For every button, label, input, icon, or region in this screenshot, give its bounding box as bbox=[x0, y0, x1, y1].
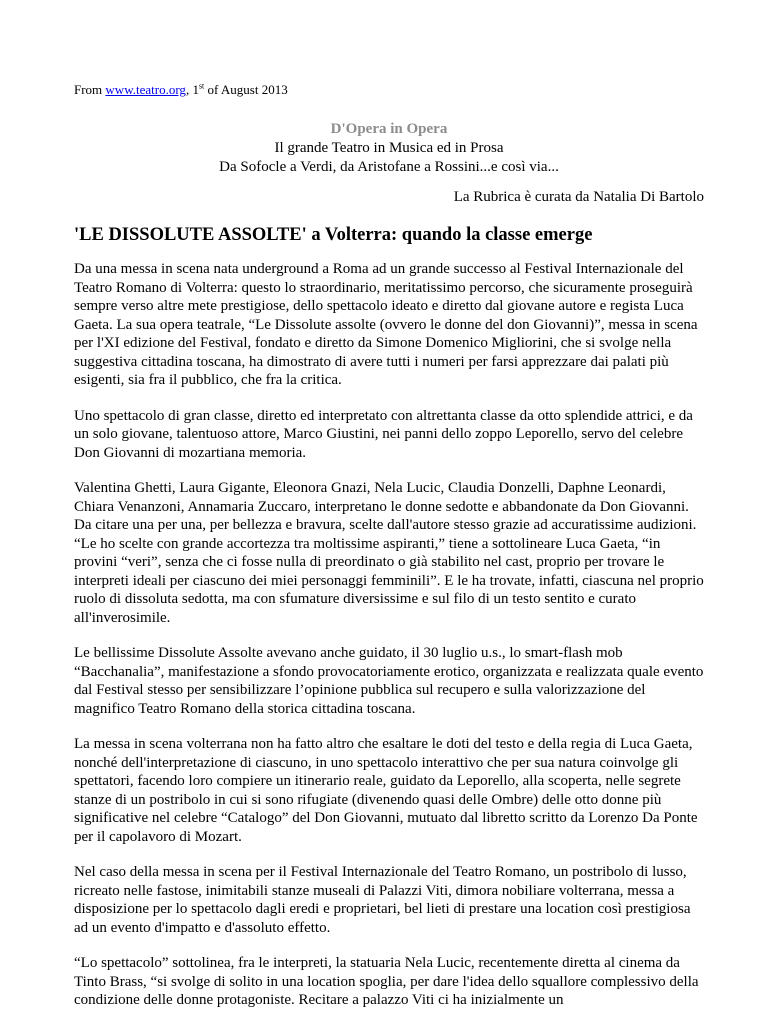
article-paragraph: Uno spettacolo di gran classe, diretto ed interpretato con altrettanta classe da otto splendide attrici, e da un solo giovane, talentuoso attore, Marco Giustini, nei panni dello zoppo Leporello, servo del celebre Don Giovanni di mozartiana memoria. bbox=[74, 407, 693, 461]
rubric-subtitle-2: Da Sofocle a Verdi, da Aristofane a Rossini...e così via... bbox=[219, 159, 559, 175]
article-paragraph: Da una messa in scena nata underground a Roma ad un grande successo al Festival Internazionale del Teatro Romano di Volterra: questo lo straordinario, meritatissimo percorso, che sicuramente proseguirà sempre verso altre mete prestigiose, dello spettacolo ideato e diretto dal giovane autore e regista Luca Gaeta. La sua opera teatrale, “Le Dissolute assolte (ovvero le donne del don Giovanni)”, messa in scena per l'XI edizione del Festival, fondato e diretto da Simone Domenico Migliorini, che si svolge nella suggestiva cittadina toscana, ha dimostrato di avere tutti i numeri per farsi apprezzare dai palati più esigenti, sia fra il pubblico, che fra la critica. bbox=[74, 261, 698, 388]
source-date-suffix: of August 2013 bbox=[204, 82, 288, 97]
article-paragraph: “Lo spettacolo” sottolinea, fra le interpreti, la statuaria Nela Lucic, recentemente diretta al cinema da Tinto Brass, “si svolge di solito in una location spoglia, per dare l'idea dello squallore complessivo della condizione delle donne protagoniste. Recitare a palazzo Viti ci ha inizialmente un bbox=[74, 955, 699, 1008]
source-date-middle: , 1 bbox=[185, 82, 199, 97]
article-paragraph: Valentina Ghetti, Laura Gigante, Eleonora Gnazi, Nela Lucic, Claudia Donzelli, Daphne Leonardi, Chiara Venanzoni, Annamaria Zuccaro, interpretano le donne sedotte e abbandonate da Don Giovanni. Da citare una per una, per bellezza e bravura, scelte dall'autore stesso grazie ad accuratissime audizioni. “Le ho scelte con grande accortezza tra moltissime aspiranti,” tiene a sottolineare Luca Gaeta, “in provini “veri”, senza che ci fosse nulla di preordinato o già stabilito nel cast, proprio per trovare le interpreti ideali per ciascuno dei miei personaggi femminili”. E le ha trovate, infatti, ciascuna nel proprio ruolo di dissoluta sedotta, ma con sfumature diversissime e sul filo di un testo sentito e curato all'inverosimile. bbox=[74, 480, 704, 626]
article-body bbox=[74, 260, 704, 1010]
article-title: 'LE DISSOLUTE ASSOLTE' a Volterra: quando la classe emerge bbox=[74, 225, 593, 245]
rubric-header bbox=[74, 120, 704, 177]
source-date-ordinal: st bbox=[198, 81, 205, 91]
source-prefix: From bbox=[74, 82, 106, 97]
source-link[interactable]: www.teatro.org bbox=[105, 82, 186, 97]
rubric-title: D'Opera in Opera bbox=[330, 121, 448, 137]
article-paragraph: Le bellissime Dissolute Assolte avevano anche guidato, il 30 luglio u.s., lo smart-flash mob “Bacchanalia”, manifestazione a sfondo provocatoriamente erotico, organizzata e realizzata quale evento dal Festival stesso per sensibilizzare l’opinione pubblica sul recupero e sulla valorizzazione del magnifico Teatro Romano della storica cittadina toscana. bbox=[74, 645, 704, 717]
source-line bbox=[74, 82, 704, 98]
article-paragraph: La messa in scena volterrana non ha fatto altro che esaltare le doti del testo e della regia di Luca Gaeta, nonché dell'interpretazione di ciascuno, in uno spettacolo interattivo che per sua natura coinvolge gli spettatori, facendo loro compiere un itinerario reale, guidato da Leporello, alla scoperta, nelle segrete stanze di un postribolo in cui si sono rifugiate (divenendo quasi delle Ombre) delle otto donne più significative nel celebre “Catalogo” del Don Giovanni, mutuato dal libretto scritto da Lorenzo Da Ponte per il capolavoro di Mozart. bbox=[74, 736, 698, 845]
document-page bbox=[74, 82, 704, 1027]
article-paragraph: Nel caso della messa in scena per il Festival Internazionale del Teatro Romano, un postribolo di lusso, ricreato nelle fastose, inimitabili stanze museali di Palazzi Viti, dimora nobiliare volterrana, messa a disposizione per lo spettacolo dagli eredi e proprietari, bel lieti di prestare una location così prestigiosa ad un evento d'impatto e d'assoluto effetto. bbox=[74, 864, 691, 936]
curator-line: La Rubrica è curata da Natalia Di Bartolo bbox=[453, 189, 704, 205]
rubric-subtitle-1: Il grande Teatro in Musica ed in Prosa bbox=[274, 140, 504, 156]
